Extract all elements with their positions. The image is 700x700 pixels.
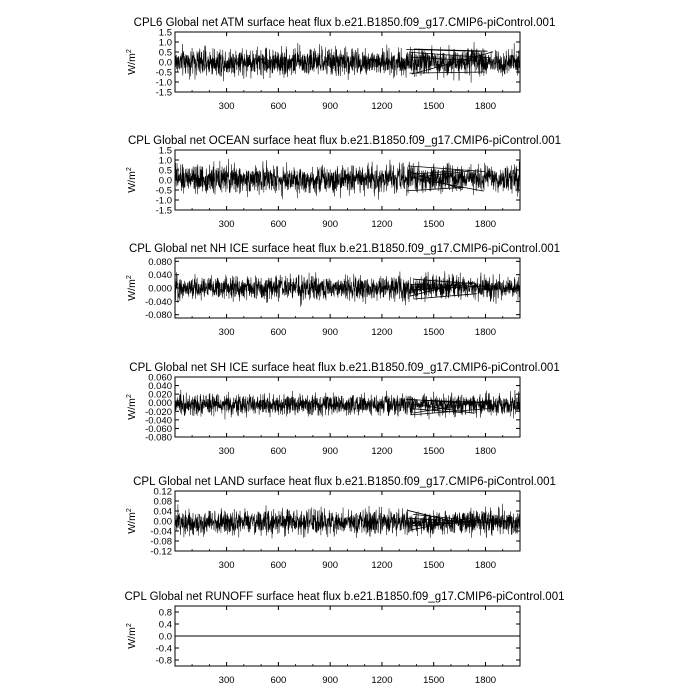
y-tick-label: 0.080 bbox=[148, 256, 172, 268]
x-tick-label: 1200 bbox=[371, 560, 393, 571]
y-tick-label: 0.5 bbox=[158, 47, 172, 59]
x-tick-label: 1800 bbox=[474, 101, 497, 112]
y-axis-label-base: W/m bbox=[126, 512, 138, 534]
x-tick-label: 1500 bbox=[423, 675, 445, 686]
y-axis-label-base: W/m bbox=[126, 171, 138, 193]
y-axis-label-base: W/m bbox=[126, 279, 138, 301]
x-tick-label: 300 bbox=[218, 560, 235, 571]
y-tick-label: -1.5 bbox=[155, 205, 172, 217]
y-axis-label-base: W/m bbox=[126, 53, 138, 75]
y-tick-label: -0.08 bbox=[150, 536, 172, 548]
y-tick-label: 0.08 bbox=[153, 496, 172, 508]
x-tick-label: 1800 bbox=[474, 675, 497, 686]
x-tick-label: 1200 bbox=[371, 446, 393, 457]
x-tick-label: 1800 bbox=[474, 219, 497, 230]
y-tick-label: 1.5 bbox=[158, 145, 172, 157]
y-axis-label bbox=[126, 623, 138, 649]
panel-title: CPL Global net RUNOFF surface heat flux b.e21.B1850.f09_g17.CMIP6-piControl.001 bbox=[124, 591, 565, 603]
y-axis-label bbox=[126, 275, 138, 301]
y-axis-label-sup: 2 bbox=[126, 394, 133, 399]
x-tick-label: 1500 bbox=[423, 219, 445, 230]
y-axis-label bbox=[126, 49, 138, 75]
x-tick-label: 900 bbox=[322, 446, 339, 457]
panel-title: CPL Global net SH ICE surface heat flux b.e21.B1850.f09_g17.CMIP6-piControl.001 bbox=[129, 362, 560, 374]
y-tick-label: -0.5 bbox=[155, 185, 172, 197]
panel-2 bbox=[126, 135, 561, 230]
x-tick-label: 300 bbox=[218, 446, 235, 457]
x-tick-label: 1500 bbox=[423, 446, 445, 457]
y-tick-label: 0.0 bbox=[158, 57, 172, 69]
y-tick-label: 1.5 bbox=[158, 27, 172, 39]
series-line bbox=[175, 159, 520, 200]
x-tick-label: 1200 bbox=[371, 219, 393, 230]
x-tick-label: 1200 bbox=[371, 675, 393, 686]
x-tick-label: 600 bbox=[270, 219, 287, 230]
panel-title: CPL6 Global net ATM surface heat flux b.e21.B1850.f09_g17.CMIP6-piControl.001 bbox=[133, 17, 556, 29]
y-axis-label-sup: 2 bbox=[126, 167, 133, 172]
y-tick-label: -0.040 bbox=[145, 296, 172, 308]
x-tick-label: 900 bbox=[322, 101, 339, 112]
y-tick-label: 0.5 bbox=[158, 165, 172, 177]
y-tick-label: 0.04 bbox=[153, 506, 172, 518]
x-tick-label: 900 bbox=[322, 219, 339, 230]
y-tick-label: -1.0 bbox=[155, 195, 172, 207]
x-tick-label: 1500 bbox=[423, 101, 445, 112]
y-axis-label bbox=[126, 167, 138, 193]
y-tick-label: -0.080 bbox=[145, 310, 172, 322]
x-tick-label: 900 bbox=[322, 560, 339, 571]
y-axis-label-base: W/m bbox=[126, 627, 138, 649]
panel-title: CPL Global net LAND surface heat flux b.e21.B1850.f09_g17.CMIP6-piControl.001 bbox=[133, 476, 556, 488]
y-tick-label: 0.00 bbox=[153, 516, 172, 528]
y-tick-label: 0.4 bbox=[158, 619, 172, 631]
y-tick-label: 0.000 bbox=[148, 283, 172, 295]
y-tick-label: -0.080 bbox=[145, 432, 172, 444]
y-tick-label: 0.0 bbox=[158, 631, 172, 643]
x-tick-label: 1500 bbox=[423, 327, 445, 338]
y-tick-label: -0.12 bbox=[150, 546, 172, 558]
y-tick-label: -1.5 bbox=[155, 87, 172, 99]
y-tick-label: 0.040 bbox=[148, 381, 172, 393]
panel-title: CPL Global net NH ICE surface heat flux b.e21.B1850.f09_g17.CMIP6-piControl.001 bbox=[128, 243, 561, 255]
x-tick-label: 1500 bbox=[423, 560, 445, 571]
y-tick-label: -0.060 bbox=[145, 423, 172, 435]
panel-3 bbox=[126, 243, 560, 338]
panel-4 bbox=[126, 362, 560, 457]
y-tick-label: 0.000 bbox=[148, 398, 172, 410]
y-tick-label: -0.04 bbox=[150, 526, 172, 538]
x-tick-label: 600 bbox=[270, 446, 287, 457]
y-axis-label-sup: 2 bbox=[126, 49, 133, 54]
x-tick-label: 600 bbox=[270, 675, 287, 686]
y-axis-label-sup: 2 bbox=[126, 623, 133, 628]
x-tick-label: 1800 bbox=[474, 446, 497, 457]
y-tick-label: 0.0 bbox=[158, 175, 172, 187]
x-tick-label: 600 bbox=[270, 101, 287, 112]
y-tick-label: 1.0 bbox=[158, 37, 172, 49]
panel-5 bbox=[126, 476, 556, 571]
x-tick-label: 900 bbox=[322, 675, 339, 686]
y-tick-label: -0.8 bbox=[155, 655, 172, 667]
y-tick-label: 0.060 bbox=[148, 372, 172, 384]
series-line bbox=[175, 271, 520, 306]
x-tick-label: 1200 bbox=[371, 101, 393, 112]
y-tick-label: 0.12 bbox=[153, 486, 172, 498]
series-line bbox=[175, 42, 520, 83]
y-axis-label bbox=[126, 508, 138, 534]
x-tick-label: 600 bbox=[270, 327, 287, 338]
y-tick-label: -0.020 bbox=[145, 406, 172, 418]
y-axis-label-base: W/m bbox=[126, 398, 138, 420]
x-tick-label: 600 bbox=[270, 560, 287, 571]
x-tick-label: 300 bbox=[218, 327, 235, 338]
y-tick-label: -0.5 bbox=[155, 67, 172, 79]
y-axis-label bbox=[126, 394, 138, 420]
series-line bbox=[175, 390, 520, 420]
y-axis-label-sup: 2 bbox=[126, 508, 133, 513]
x-tick-label: 300 bbox=[218, 101, 235, 112]
y-tick-label: 1.0 bbox=[158, 155, 172, 167]
x-tick-label: 300 bbox=[218, 219, 235, 230]
x-tick-label: 1800 bbox=[474, 560, 497, 571]
y-axis-label-sup: 2 bbox=[126, 275, 133, 280]
x-tick-label: 900 bbox=[322, 327, 339, 338]
x-tick-label: 1800 bbox=[474, 327, 497, 338]
y-tick-label: 0.8 bbox=[158, 607, 172, 619]
y-tick-label: -1.0 bbox=[155, 77, 172, 89]
panel-1 bbox=[126, 17, 555, 112]
x-tick-label: 300 bbox=[218, 675, 235, 686]
panel-title: CPL Global net OCEAN surface heat flux b.e21.B1850.f09_g17.CMIP6-piControl.001 bbox=[128, 135, 561, 147]
x-tick-label: 1200 bbox=[371, 327, 393, 338]
y-tick-label: 0.020 bbox=[148, 389, 172, 401]
y-tick-label: 0.040 bbox=[148, 270, 172, 282]
panel-6 bbox=[124, 591, 564, 686]
y-tick-label: -0.4 bbox=[155, 643, 172, 655]
y-tick-label: -0.040 bbox=[145, 415, 172, 427]
